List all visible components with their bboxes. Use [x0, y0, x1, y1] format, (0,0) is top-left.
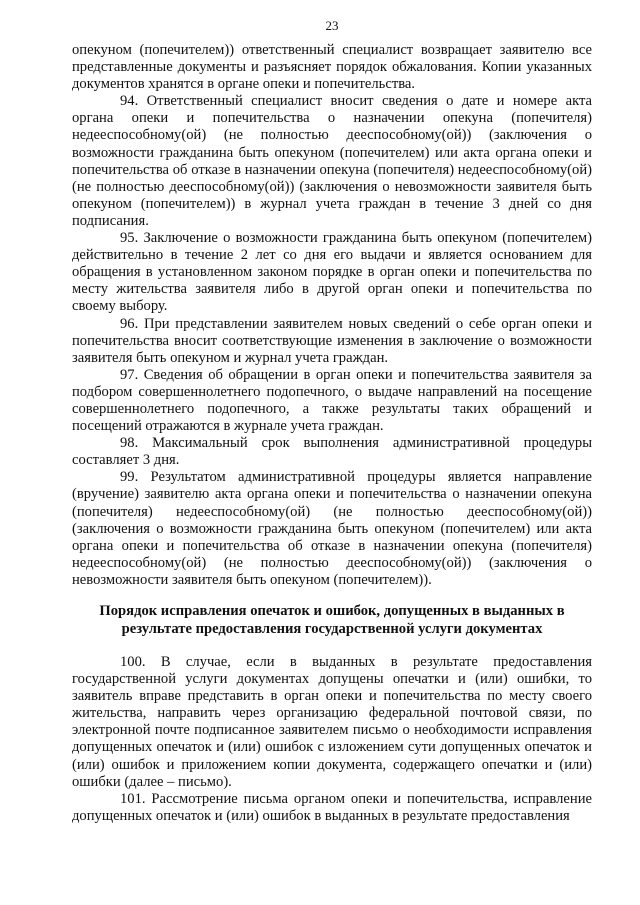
paragraph-94: 94. Ответственный специалист вносит сведения о дате и номере акта органа опеки и попечительства о назначении опекуна (попечителя) недееспособному(ой) (не полностью дееспособному(ой)) (заключения о возможности гражданина быть опекуном (попечителем) или акта органа опеки и попечительства об отказе в назначении опекуна (попечителя) недееспособному(ой) (не полностью дееспособному(ой)) (заключения о невозможности заявителя быть опекуном (попечителем)) в журнал учета граждан в течение 3 дней со дня подписания. — [72, 93, 592, 229]
paragraph-continuation: опекуном (попечителем)) ответственный специалист возвращает заявителю все представленные документы и разъясняет порядок обжалования. Копии указанных документов хранятся в органе опеки и попечительства. — [72, 42, 592, 93]
paragraph-99: 99. Результатом административной процедуры является направление (вручение) заявителю акта органа опеки и попечительства о назначении опекуна (попечителя) недееспособному(ой) (не полностью дееспособному(ой)) (заключения о возможности гражданина быть опекуном (попечителем) или акта органа опеки и попечительства об отказе в назначении опекуна (попечителя) недееспособному(ой) (не полностью дееспособному(ой)) (заключения о невозможности заявителя быть опекуном (попечителем)). — [72, 469, 592, 588]
section-heading: Порядок исправления опечаток и ошибок, допущенных в выданных в результате предоставления государственной услуги документах — [99, 603, 565, 637]
paragraph-100: 100. В случае, если в выданных в результате предоставления государственной услуги документах допущены опечатки и (или) ошибки, то заявитель вправе представить в орган опеки и попечительства по месту своего жительства, направить через организацию федеральной почтовой связи, по электронной почте подписанное заявителем письмо о необходимости исправления допущенных опечаток и (или) ошибок с изложением сути допущенных опечаток и (или) ошибок и приложением копии документа, содержащего опечатки и (или) ошибки (далее – письмо). — [72, 654, 592, 790]
paragraph-96: 96. При представлении заявителем новых сведений о себе орган опеки и попечительства вносит соответствующие изменения в заключение о возможности заявителя быть опекуном и журнал учета граждан. — [72, 315, 592, 366]
paragraph-97: 97. Сведения об обращении в орган опеки и попечительства заявителя за подбором совершеннолетнего подопечного, о выдаче направлений на посещение совершеннолетнего подопечного, а также результаты таких обращений и посещений отражаются в журнале учета граждан. — [72, 366, 592, 435]
document-body — [72, 42, 592, 825]
paragraph-98: 98. Максимальный срок выполнения административной процедуры составляет 3 дня. — [72, 435, 592, 469]
paragraph-95: 95. Заключение о возможности гражданина быть опекуном (попечителем) действительно в течение 2 лет со дня его выдачи и является основанием для обращения в установленном законом порядке в орган опеки и попечительства по месту жительства заявителя либо в другой орган опеки и попечительства по своему выбору. — [72, 230, 592, 315]
paragraph-101: 101. Рассмотрение письма органом опеки и попечительства, исправление допущенных опечаток и (или) ошибок в выданных в результате предоставления — [72, 790, 592, 824]
page-number: 23 — [325, 18, 339, 33]
